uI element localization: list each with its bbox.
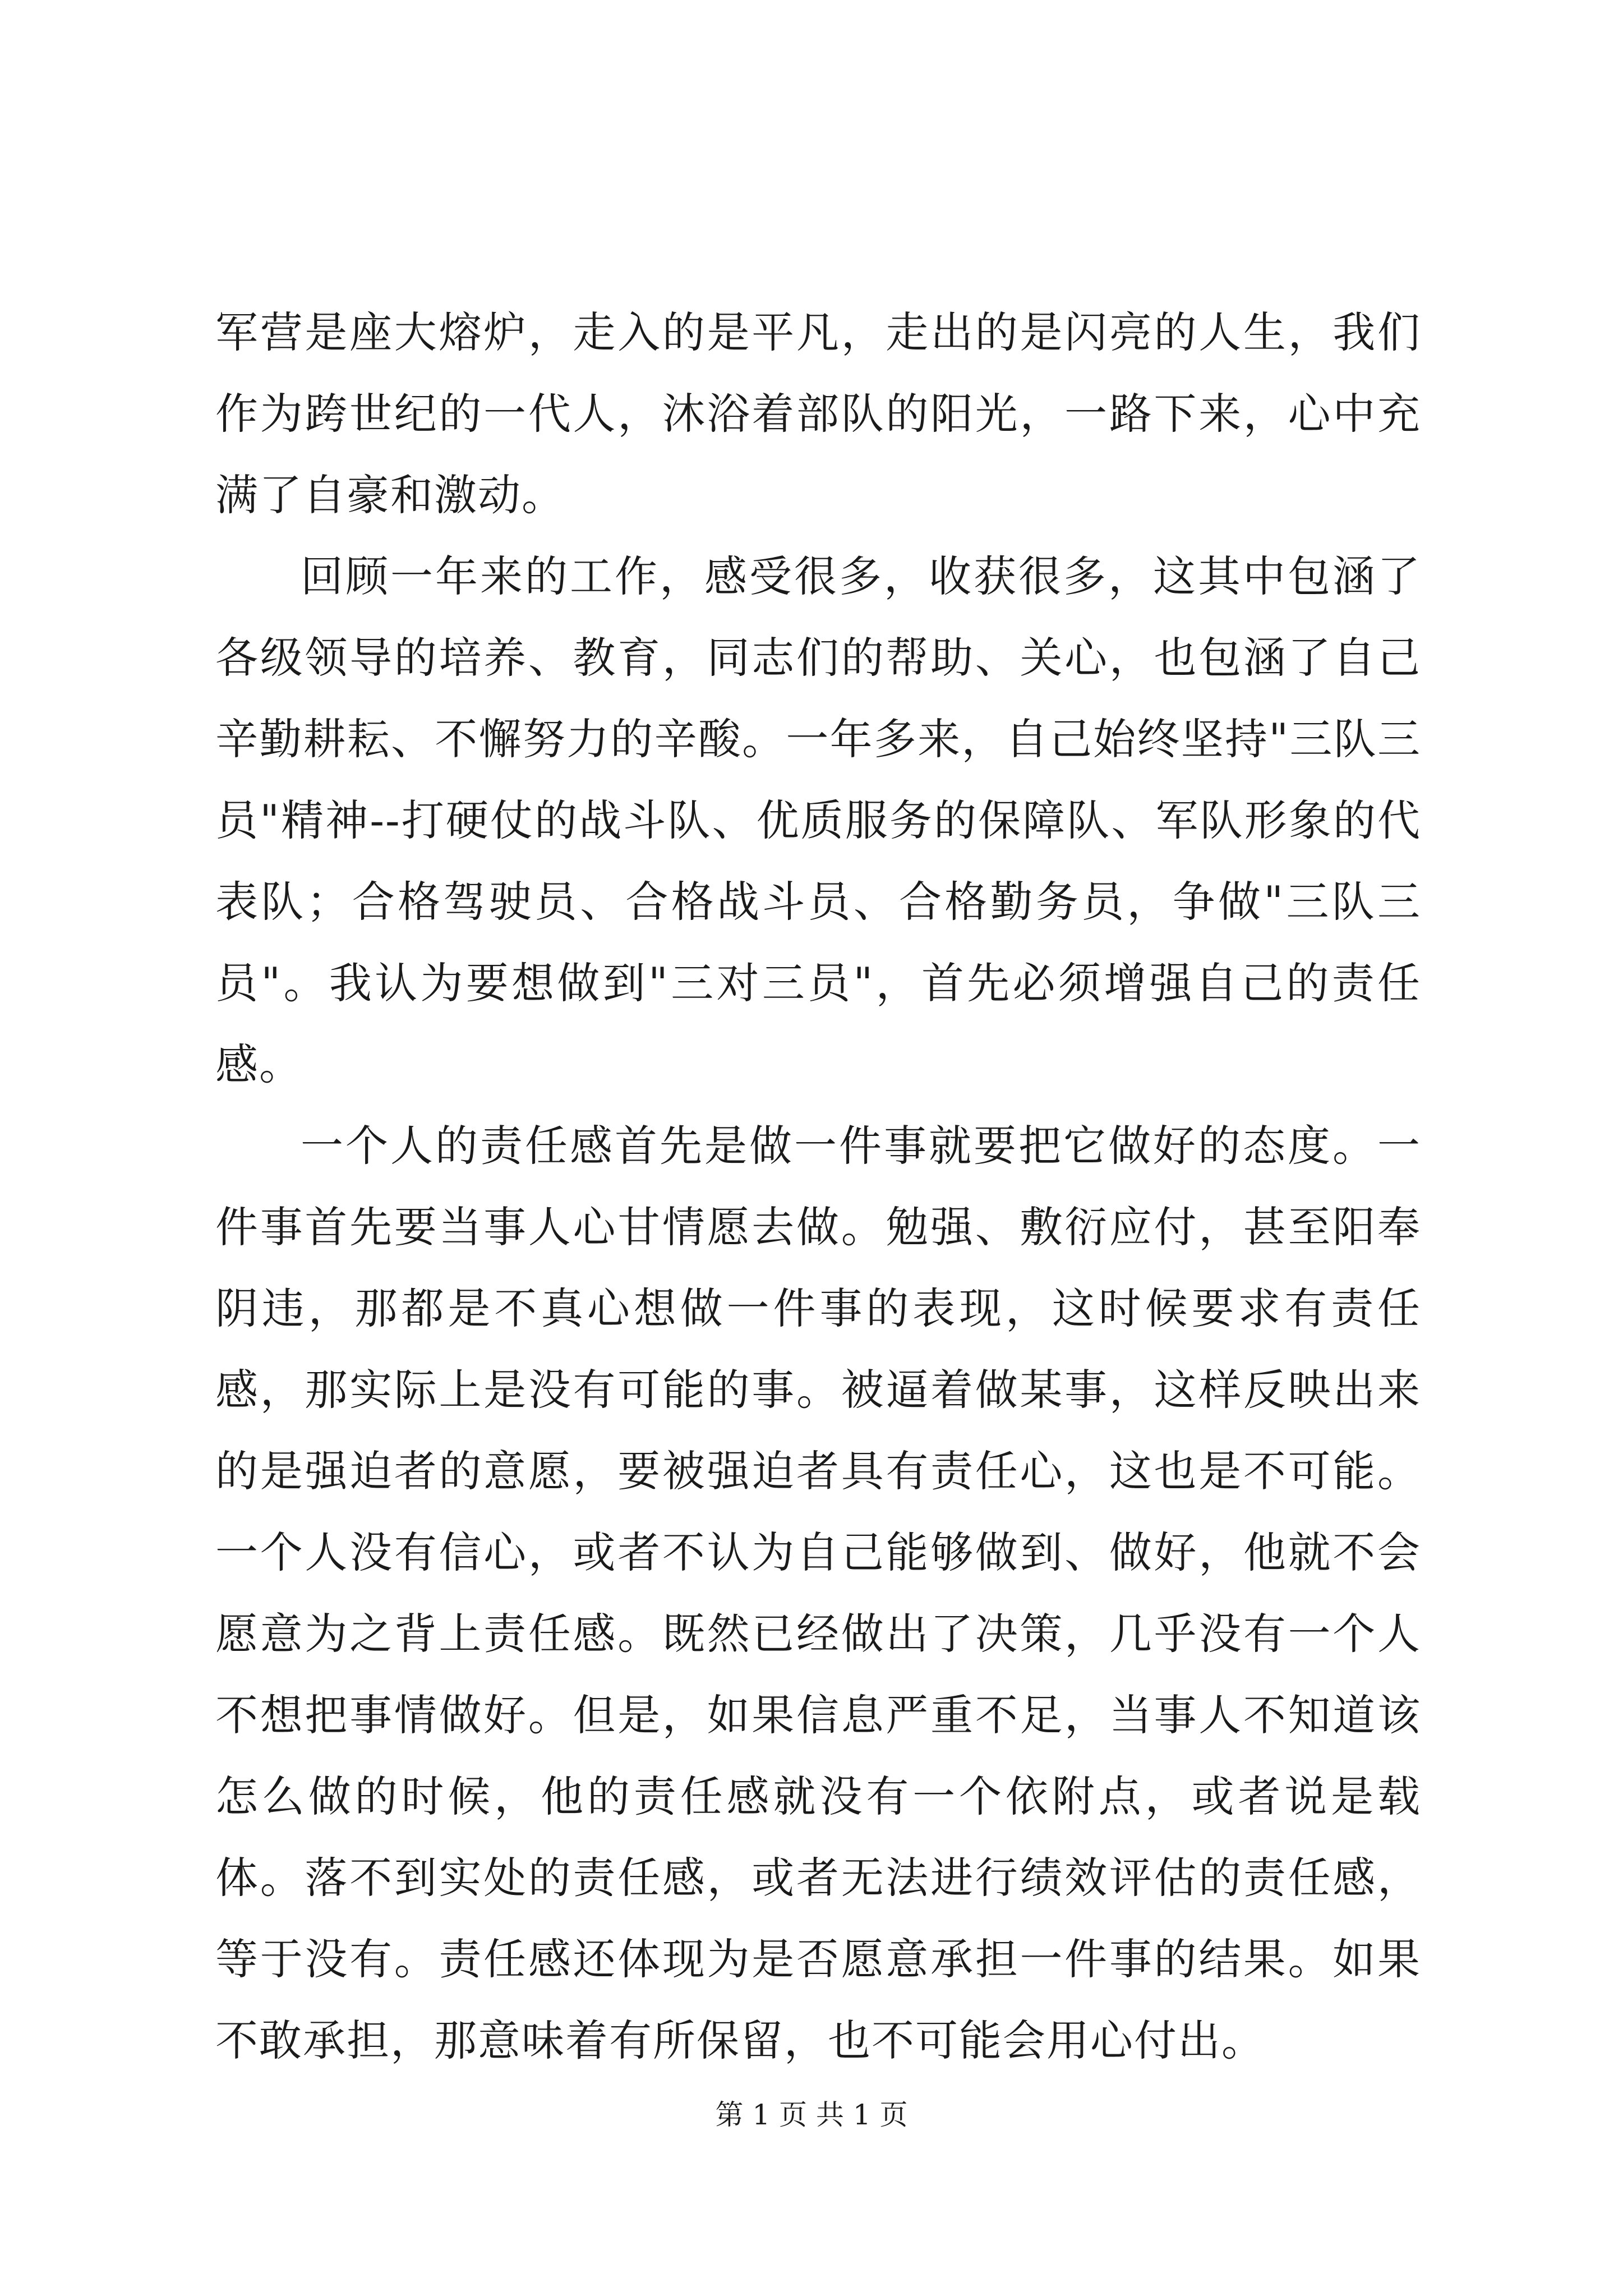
paragraph-1: 军营是座大熔炉，走入的是平凡，走出的是闪亮的人生，我们作为跨世纪的一代人，沐浴着部队的阳光，一路下来，心中充满了自豪和激动。 bbox=[215, 307, 1421, 520]
paragraph-2: 回顾一年来的工作，感受很多，收获很多，这其中包涵了各级领导的培养、教育，同志们的帮助、关心，也包涵了自己辛勤耕耘、不懈努力的辛酸。一年多来，自己始终坚持"三队三员"精神--打硬仗的战斗队、优质服务的保障队、军队形象的代表队；合格驾驶员、合格战斗员、合格勤务员，争做"三队三员"。我认为要想做到"三对三员"，首先必须增强自己的责任感。 bbox=[215, 551, 1421, 1089]
document-body bbox=[215, 292, 1421, 2081]
paragraph-3: 一个人的责任感首先是做一件事就要把它做好的态度。一件事首先要当事人心甘情愿去做。勉强、敷衍应付，甚至阳奉阴违，那都是不真心想做一件事的表现，这时候要求有责任感，那实际上是没有可能的事。被逼着做某事，这样反映出来的是强迫者的意愿，要被强迫者具有责任心，这也是不可能。一个人没有信心，或者不认为自己能够做到、做好，他就不会愿意为之背上责任感。既然已经做出了决策，几乎没有一个人不想把事情做好。但是，如果信息严重不足，当事人不知道该怎么做的时候，他的责任感就没有一个依附点，或者说是载体。落不到实处的责任感，或者无法进行绩效评估的责任感，等于没有。责任感还体现为是否愿意承担一件事的结果。如果不敢承担，那意味着有所保留，也不可能会用心付出。 bbox=[215, 1121, 1421, 2065]
page-footer: 第 1 页 共 1 页 bbox=[715, 2099, 908, 2131]
